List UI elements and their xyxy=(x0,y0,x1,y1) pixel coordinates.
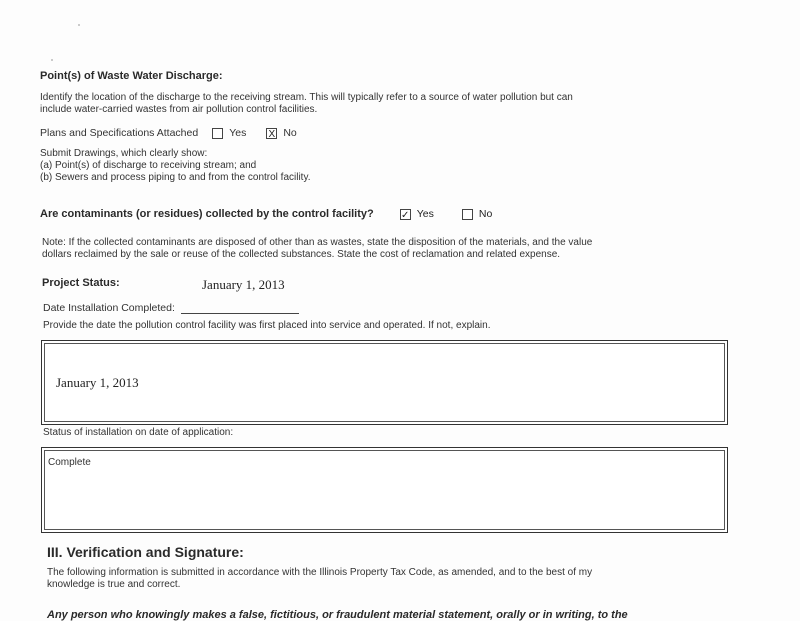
verification-warning: Any person who knowingly makes a false, fictitious, or fraudulent material statement, orally or in writing, to the xyxy=(47,609,628,621)
verification-line: The following information is submitted in accordance with the Illinois Property Tax Code, as amended, and to the best of my xyxy=(47,567,593,578)
discharge-description xyxy=(40,92,760,116)
discharge-description-line: Identify the location of the discharge to the receiving stream. This will typically refer to a source of water pollution but can xyxy=(40,92,573,103)
verification-text xyxy=(47,567,747,591)
verification-line: knowledge is true and correct. xyxy=(47,579,181,590)
plans-no-option[interactable] xyxy=(266,127,296,139)
contaminants-question: Are contaminants (or residues) collected by the control facility? xyxy=(40,208,374,220)
discharge-heading: Point(s) of Waste Water Discharge: xyxy=(40,70,223,82)
service-date-box[interactable] xyxy=(41,340,728,425)
contaminants-no-checkbox[interactable] xyxy=(462,209,473,220)
project-status-heading: Project Status: xyxy=(42,277,120,289)
plans-no-label: No xyxy=(283,127,297,139)
date-completed-row xyxy=(43,302,299,314)
submit-line: Submit Drawings, which clearly show: xyxy=(40,148,208,159)
scan-speck xyxy=(51,59,53,61)
plans-no-checkbox[interactable]: X xyxy=(266,128,277,139)
plans-row xyxy=(40,127,297,139)
contaminants-row xyxy=(40,208,492,220)
contaminants-yes-option[interactable] xyxy=(400,208,434,220)
contaminants-no-option[interactable] xyxy=(462,208,492,220)
plans-label: Plans and Specifications Attached xyxy=(40,127,199,139)
submit-line: (a) Point(s) of discharge to receiving stream; and xyxy=(40,160,257,171)
note-line: dollars reclaimed by the sale or reuse of the collected substances. State the cost of reclamation and related expense. xyxy=(42,249,561,260)
date-completed-field[interactable] xyxy=(181,303,299,314)
contaminants-note xyxy=(42,237,762,261)
note-line: Note: If the collected contaminants are disposed of other than as wastes, state the disposition of the materials, and the value xyxy=(42,237,593,248)
plans-yes-checkbox[interactable] xyxy=(212,128,223,139)
provide-date-text: Provide the date the pollution control facility was first placed into service and operated. If not, explain. xyxy=(43,320,491,331)
date-completed-label: Date Installation Completed: xyxy=(43,302,175,314)
status-installation-label: Status of installation on date of application: xyxy=(43,427,234,438)
plans-yes-option[interactable] xyxy=(212,127,246,139)
scan-speck xyxy=(78,24,80,26)
installation-status-box[interactable] xyxy=(41,447,728,533)
discharge-description-line: include water-carried wastes from air pollution control facilities. xyxy=(40,104,318,115)
contaminants-yes-label: Yes xyxy=(416,208,434,220)
submit-drawings-text xyxy=(40,148,311,184)
plans-yes-label: Yes xyxy=(229,127,247,139)
contaminants-no-label: No xyxy=(478,208,493,220)
project-status-date: January 1, 2013 xyxy=(202,277,285,292)
contaminants-yes-checkbox[interactable]: ✓ xyxy=(401,209,410,221)
verification-heading: III. Verification and Signature: xyxy=(47,544,244,560)
service-date-value: January 1, 2013 xyxy=(56,375,139,390)
installation-status-value: Complete xyxy=(48,457,91,468)
submit-line: (b) Sewers and process piping to and from the control facility. xyxy=(40,172,311,183)
